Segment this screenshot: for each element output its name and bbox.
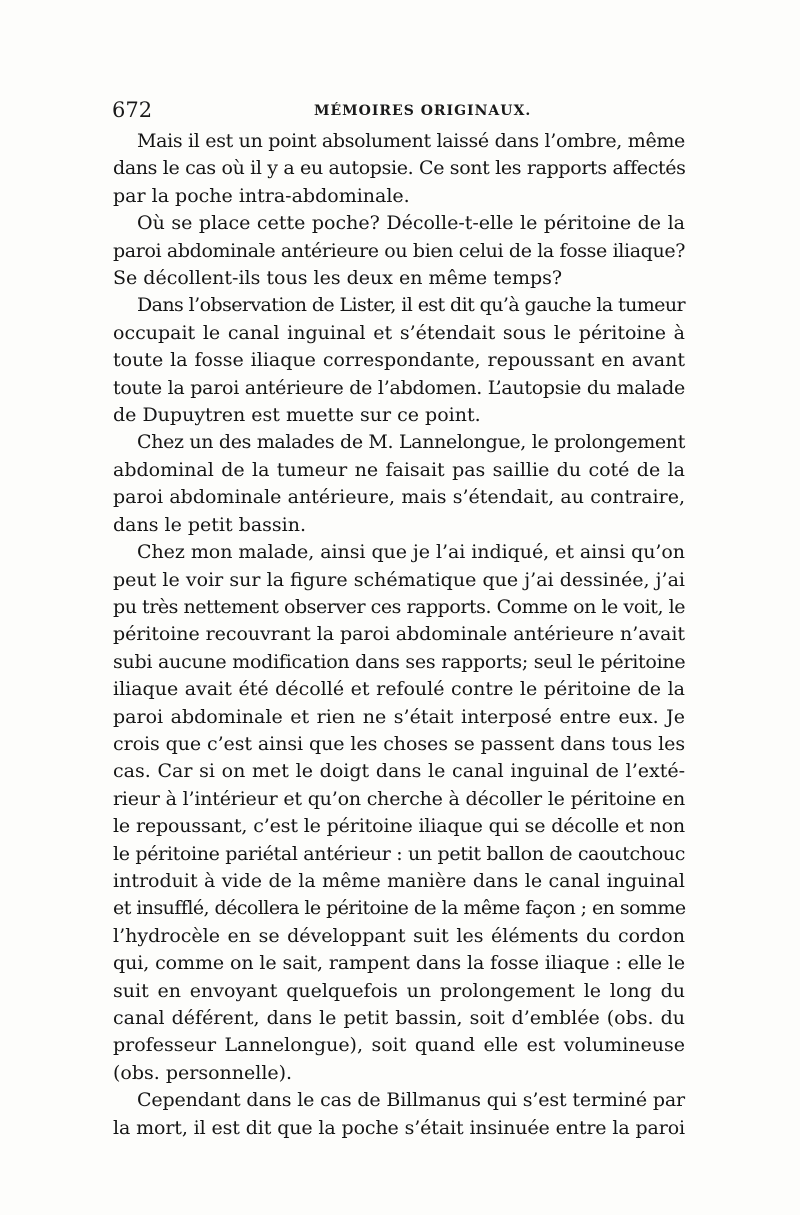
text-line: paroi abdominale antérieure, mais s’étendait, au contraire, [113,486,685,509]
text-line: Chez un des malades de M. Lannelongue, le prolongement [137,431,685,454]
text-line: qui, comme on le sait, rampent dans la fosse iliaque : elle le [113,952,686,975]
text-line: Cependant dans le cas de Billmanus qui s’est terminé par [137,1089,685,1112]
text-line: de Dupuytren est muette sur ce point. [113,404,481,427]
text-line: (obs. personnelle). [113,1061,293,1084]
text-line: abdominal de la tumeur ne faisait pas saillie du coté de la [113,458,685,481]
text-line: Se décollent-ils tous les deux en même temps? [113,267,563,290]
paragraph [113,292,685,429]
text-line: péritoine recouvrant la paroi abdominale antérieure n’avait [113,623,685,646]
text-line: Dans l’observation de Lister, il est dit qu’à gauche la tumeur [137,294,685,317]
text-line: suit en envoyant quelquefois un prolongement le long du [113,979,685,1002]
text-line: la mort, il est dit que la poche s’était insinuée entre la paroi [113,1116,685,1139]
text-line: Mais il est un point absolument laissé dans l’ombre, même [137,130,685,152]
text-line: Où se place cette poche? Décolle-t-elle le péritoine de la [137,212,685,235]
text-line: toute la paroi antérieure de l’abdomen. L’autopsie du malade [113,376,686,399]
body-text [113,128,685,1142]
text-line: iliaque avait été décollé et refoulé contre le péritoine de la [113,678,685,701]
paragraph [113,210,685,292]
text-line: le repoussant, c’est le péritoine iliaque qui se décolle et non [113,815,685,838]
text-line: peut le voir sur la figure schématique que j’ai dessinée, j’ai [113,568,685,591]
text-line: professeur Lannelongue), soit quand elle est volumineuse [113,1034,685,1057]
text-line: Chez mon malade, ainsi que je l’ai indiqué, et ainsi qu’on [137,541,685,564]
text-line: subi aucune modification dans ses rapports; seul le péritoine [113,650,686,673]
text-line: canal déférent, dans le petit bassin, soit d’emblée (obs. du [113,1007,685,1029]
page-number: 672 [112,98,153,122]
text-line: et insufflé, décollera le péritoine de la même façon ; en somme [113,897,686,920]
text-line: rieur à l’intérieur et qu’on cherche à décoller le péritoine en [113,787,685,810]
text-line: crois que c’est ainsi que les choses se passent dans tous les [113,732,686,755]
text-line: l’hydrocèle en se développant suit les éléments du cordon [113,924,685,947]
text-line: dans le cas où il y a eu autopsie. Ce sont les rapports affectés [113,157,686,180]
text-line: paroi abdominale et rien ne s’était interposé entre eux. Je [113,705,685,728]
text-line: pu très nettement observer ces rapports. Comme on le voit, le [113,595,686,618]
text-line: paroi abdominale antérieure ou bien celui de la fosse iliaque? [113,239,686,262]
text-line: le péritoine pariétal antérieur : un petit ballon de caoutchouc [113,842,686,865]
paragraph [113,539,685,1087]
text-line: occupait le canal inguinal et s’étendait sous le péritoine à [113,321,685,344]
running-title: MÉMOIRES ORIGINAUX. [314,103,532,119]
text-line: introduit à vide de la même manière dans le canal inguinal [113,869,685,892]
text-line: dans le petit bassin. [113,513,307,536]
text-line: cas. Car si on met le doigt dans le canal inguinal de l’exté- [113,760,685,783]
text-line: par la poche intra-abdominale. [113,184,410,207]
paragraph [113,429,685,539]
text-line: toute la fosse iliaque correspondante, repoussant en avant [113,349,685,372]
paragraph [113,1087,685,1142]
running-head [112,98,692,124]
paragraph [113,128,685,210]
